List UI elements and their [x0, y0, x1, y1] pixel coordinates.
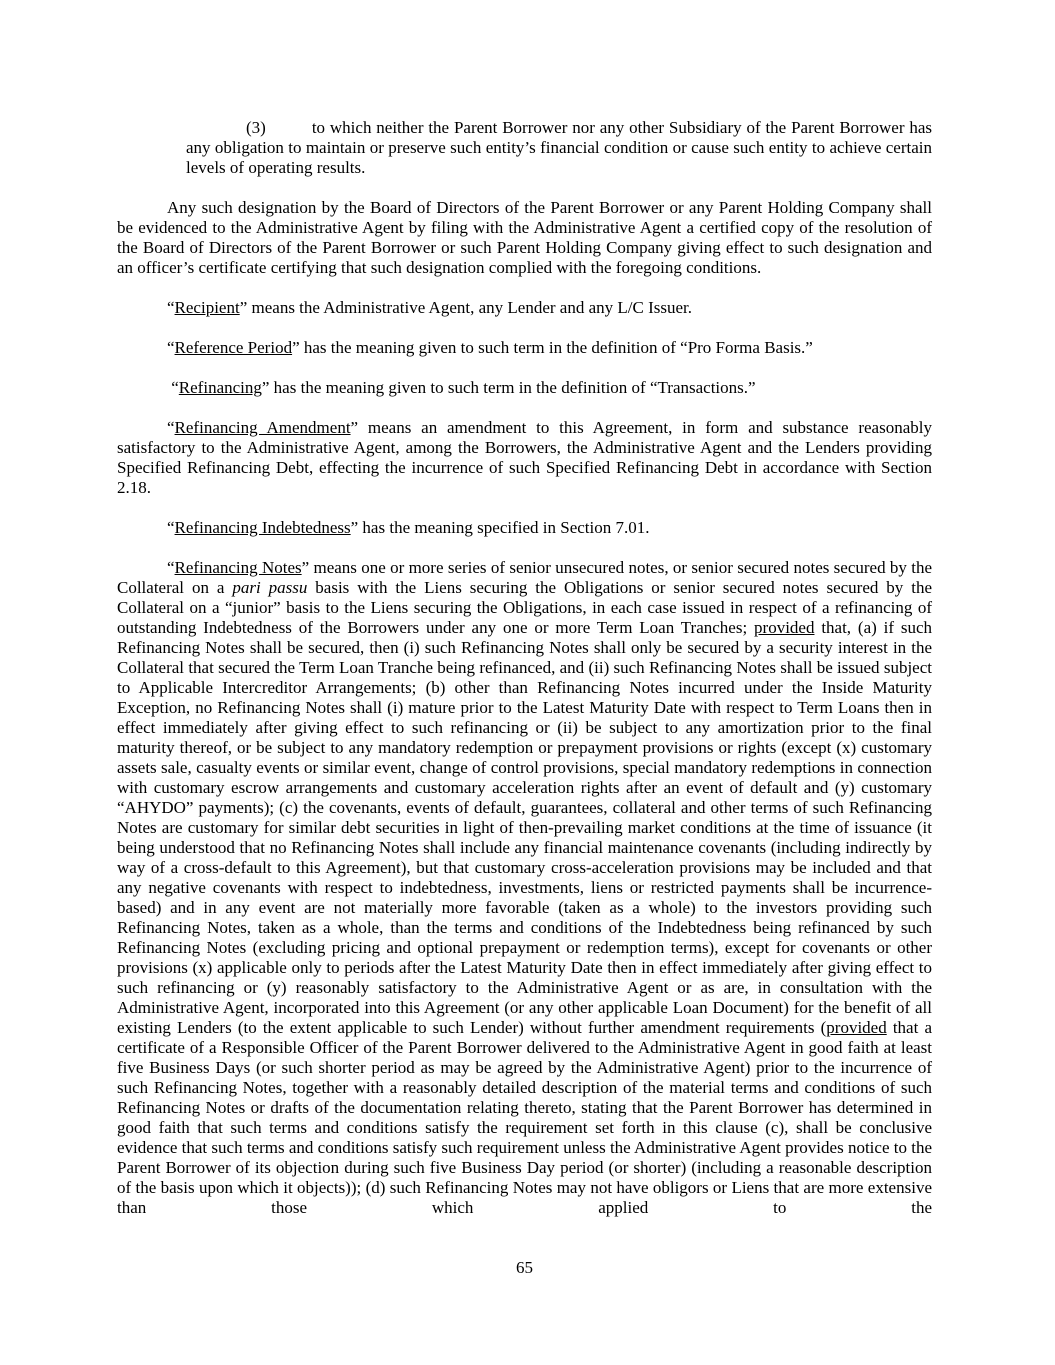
text-run: that a certificate of a Responsible Officer of the Parent Borrower delivered to the Administrative Agent in good faith at least five Business Days (or such shorter period as may be agreed by the Administrative Agent) prior to the incurrence of such Refinancing Notes, together with a reasonably detailed description of the material terms and conditions of such Refinancing Notes or drafts of the documentation relating thereto, stating that the Parent Borrower has determined in good faith that such terms and conditions satisfy the requirement set forth in this clause (c), shall be conclusive evidence that such terms and conditions satisfy such requirement unless the Administrative Agent provides notice to the Parent Borrower of its objection during such five Business Day period (or shorter) (including a reasonable description of the basis upon which it objects)); (d) such Refinancing Notes may not have obligors or Liens that are more extensive than those which applied to the — [117, 1018, 932, 1217]
italic-text-run: pari passu — [232, 578, 308, 597]
defined-term: Reference Period — [174, 338, 293, 357]
text-run: “ — [167, 558, 175, 577]
defined-term: Refinancing Notes — [174, 558, 302, 577]
text-run: to which neither the Parent Borrower nor any other Subsidiary of the Parent Borrower has any obligation to maintain or preserve such entity’s financial condition or cause such entity to achieve certain levels of operating results. — [186, 118, 932, 177]
text-run: “ — [167, 378, 179, 397]
defined-term: provided — [754, 618, 815, 637]
text-run: “ — [167, 418, 175, 437]
definition-refinancing-indebtedness — [117, 518, 932, 538]
definition-recipient — [117, 298, 932, 318]
text-run: ” means one or more series of senior unsecured notes, or senior secured notes secured by the Collateral on a — [117, 558, 932, 597]
text-run: that, (a) if such Refinancing Notes shall be secured, then (i) such Refinancing Notes shall only be secured by a security interest in the Collateral that secured the Term Loan Tranche being refinanced, and (ii) such Refinancing Notes shall be issued subject to Applicable Intercreditor Arrangements; (b) other than Refinancing Notes incurred under the Inside Maturity Exception, no Refinancing Notes shall (i) mature prior to the Latest Maturity Date with respect to Term Loans then in effect immediately after giving effect to such refinancing or (ii) be subject to any amortization prior to the final maturity thereof, or be subject to any mandatory redemption or prepayment provisions or rights (except (x) customary assets sale, casualty events or similar event, change of control provisions, special mandatory redemptions in connection with customary escrow arrangements and customary acceleration rights after an event of default and (y) customary “AHYDO” payments); (c) the covenants, events of default, guarantees, collateral and other terms of such Refinancing Notes are customary for similar debt securities in light of then-prevailing market conditions at the time of issuance (it being understood that no Refinancing Notes shall include any financial maintenance covenants (including indirectly by way of a cross-default to this Agreement), but that customary cross-acceleration provisions may be included and that any negative covenants with respect to indebtedness, investments, liens or restricted payments shall be incurrence-based) and in any event are not materially more favorable (taken as a whole) to the investors providing such Refinancing Notes, taken as a whole, than the terms and conditions of the Indebtedness being refinanced by such Refinancing Notes (excluding pricing and optional prepayment or redemption terms), except for covenants or other provisions (x) applicable only to periods after the Latest Maturity Date then in effect immediately after giving effect to such refinancing or (y) reasonably satisfactory to the Administrative Agent or as are, in consultation with the Administrative Agent, incorporated into this Agreement (or any other applicable Loan Document) for the benefit of all existing Lenders (to the extent applicable to such Lender) without further amendment requirements ( — [117, 618, 933, 1037]
text-run: ” means the Administrative Agent, any Lender and any L/C Issuer. — [239, 298, 692, 317]
definition-refinancing-notes — [117, 558, 932, 1218]
definition-refinancing-amendment — [117, 418, 932, 498]
text-run: “ — [167, 518, 175, 537]
clause-3 — [186, 118, 932, 178]
defined-term: Refinancing Indebtedness — [174, 518, 351, 537]
page-number: 65 — [516, 1258, 533, 1277]
text-run: ” has the meaning given to such term in the definition of “Transactions.” — [261, 378, 756, 397]
text-run: ” has the meaning specified in Section 7.01. — [350, 518, 650, 537]
text-run: ” has the meaning given to such term in the definition of “Pro Forma Basis.” — [292, 338, 813, 357]
document-body — [117, 118, 932, 1238]
defined-term: Refinancing Amendment — [174, 418, 351, 437]
text-run: basis with the Liens securing the Obligations or senior secured notes secured by the Collateral on a “junior” basis to the Liens securing the Obligations, in each case issued in respect of a refinancing of outstanding Indebtedness of the Borrowers under any one or more Term Loan Tranches; — [117, 578, 932, 637]
designation-evidence-paragraph — [117, 198, 932, 278]
page-footer — [117, 1258, 932, 1278]
defined-term: provided — [826, 1018, 887, 1037]
text-run: ” means an amendment to this Agreement, in form and substance reasonably satisfactory to the Administrative Agent, among the Borrowers, the Administrative Agent and the Lenders providing Specified Refinancing Debt, effecting the incurrence of such Specified Refinancing Debt in accordance with Section 2.18. — [117, 418, 932, 497]
defined-term: Recipient — [174, 298, 240, 317]
text-run: Any such designation by the Board of Directors of the Parent Borrower or any Parent Holding Company shall be evidenced to the Administrative Agent by filing with the Administrative Agent a certified copy of the resolution of the Board of Directors of the Parent Borrower or such Parent Holding Company giving effect to such designation and an officer’s certificate certifying that such designation complied with the foregoing conditions. — [117, 198, 932, 277]
text-run: “ — [167, 338, 175, 357]
definition-refinancing — [117, 378, 932, 398]
definition-reference-period — [117, 338, 932, 358]
text-run: (3) — [246, 118, 266, 137]
text-run: “ — [167, 298, 175, 317]
defined-term: Refinancing — [178, 378, 262, 397]
